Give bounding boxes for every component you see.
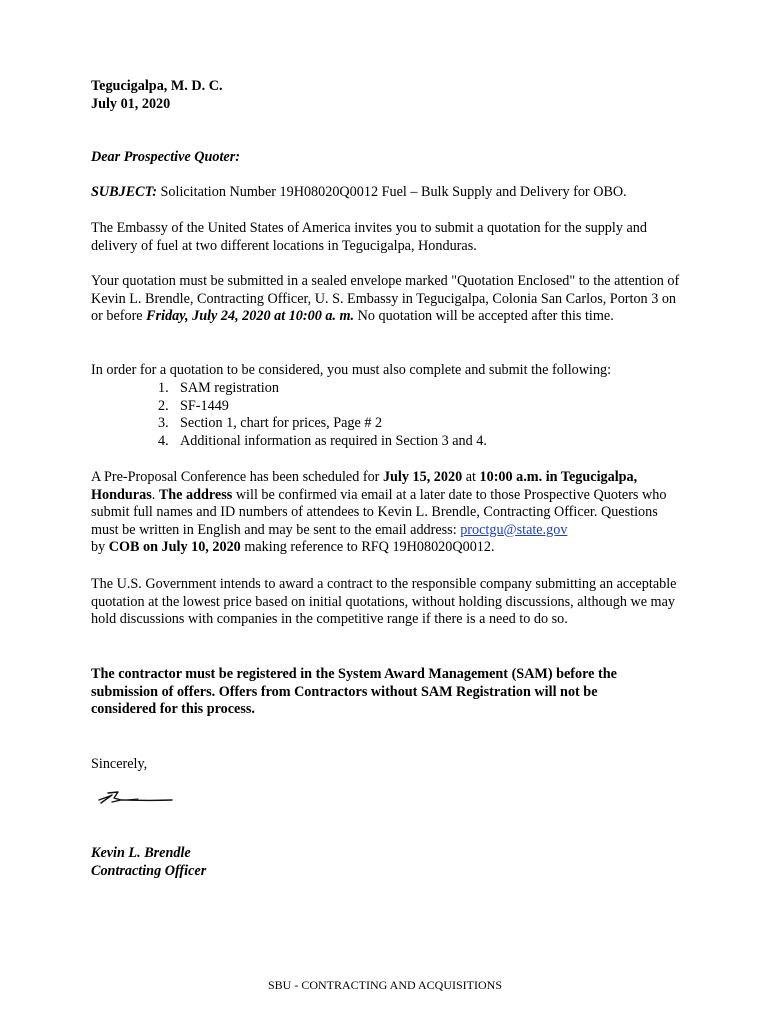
email-link[interactable]: proctgu@state.gov — [460, 521, 568, 538]
header-location: Tegucigalpa, M. D. C. — [91, 78, 223, 94]
signatory-title: Contracting Officer — [91, 862, 207, 879]
submission-deadline: Friday, July 24, 2020 at 10:00 a. m. — [146, 308, 355, 325]
submission-text-after: No quotation will be accepted after this time. — [354, 308, 614, 325]
conference-address-label: The address — [158, 486, 233, 503]
letter-header — [91, 78, 691, 113]
requirements-intro: In order for a quotation to be considered, you must also complete and submit the following: — [91, 362, 612, 378]
conference-time-place: 10:00 a.m. in Tegucigalpa, Honduras — [91, 469, 638, 503]
page-footer: SBU - CONTRACTING AND ACQUISITIONS — [267, 978, 502, 992]
award-paragraph: The U.S. Government intends to award a contract to the responsible company submitting an acceptable quotation at the lowest price based on initial quotations, without holding discussions, although we may hold discussions with companies in the competitive range if there is a need to do so. — [91, 576, 677, 628]
list-item: 1. SAM registration — [158, 380, 279, 396]
signature-image — [96, 786, 176, 810]
conference-date: July 15, 2020 — [382, 469, 463, 485]
submission-paragraph — [91, 273, 687, 326]
subject-text: Solicitation Number 19H08020Q0012 Fuel – Bulk Supply and Delivery for OBO. — [156, 184, 627, 200]
requirements-list — [158, 380, 680, 450]
intro-paragraph: The Embassy of the United States of America invites you to submit a quotation for the supply and delivery of fuel at two different locations in Tegucigalpa, Honduras. — [91, 220, 647, 254]
signatory-block — [91, 845, 691, 880]
submission-text-before: Your quotation must be submitted in a sealed envelope marked "Quotation Enclosed" to the attention of Kevin L. Brendle, Contracting Officer, U. S. Embassy in Tegucigalpa, Colonia San Carlos, Porton 3 on or before — [91, 273, 680, 325]
subject-label: SUBJECT: — [91, 184, 157, 200]
header-date: July 01, 2020 — [91, 95, 171, 112]
closing: Sincerely, — [91, 756, 148, 772]
list-item: 2. SF-1449 — [158, 397, 229, 414]
list-item: 4. Additional information as required in Section 3 and 4. — [158, 432, 487, 449]
list-item: 3. Section 1, chart for prices, Page # 2 — [158, 415, 383, 432]
subject-line — [91, 184, 691, 202]
conference-cob: COB on July 10, 2020 — [108, 539, 241, 556]
sam-notice: The contractor must be registered in the System Award Management (SAM) before the submission of offers. Offers from Contractors without SAM Registration will not be considered for this process. — [91, 666, 617, 718]
salutation: Dear Prospective Quoter: — [91, 149, 240, 165]
conference-paragraph: A Pre-Proposal Conference has been scheduled for July 15, 2020 at 10:00 a.m. in Tegucigalpa, Honduras. The address will be confirmed via email at a later date to those Prospective Quoters who submit full names and ID numbers of attendees to Kevin L. Brendle, Contracting Officer. Questions must be written in English and may be sent to the email address: proctgu@state.gov by COB on July 10, 2020 making reference to RFQ 19H08020Q0012. — [91, 469, 667, 556]
signatory-name: Kevin L. Brendle — [91, 845, 191, 861]
